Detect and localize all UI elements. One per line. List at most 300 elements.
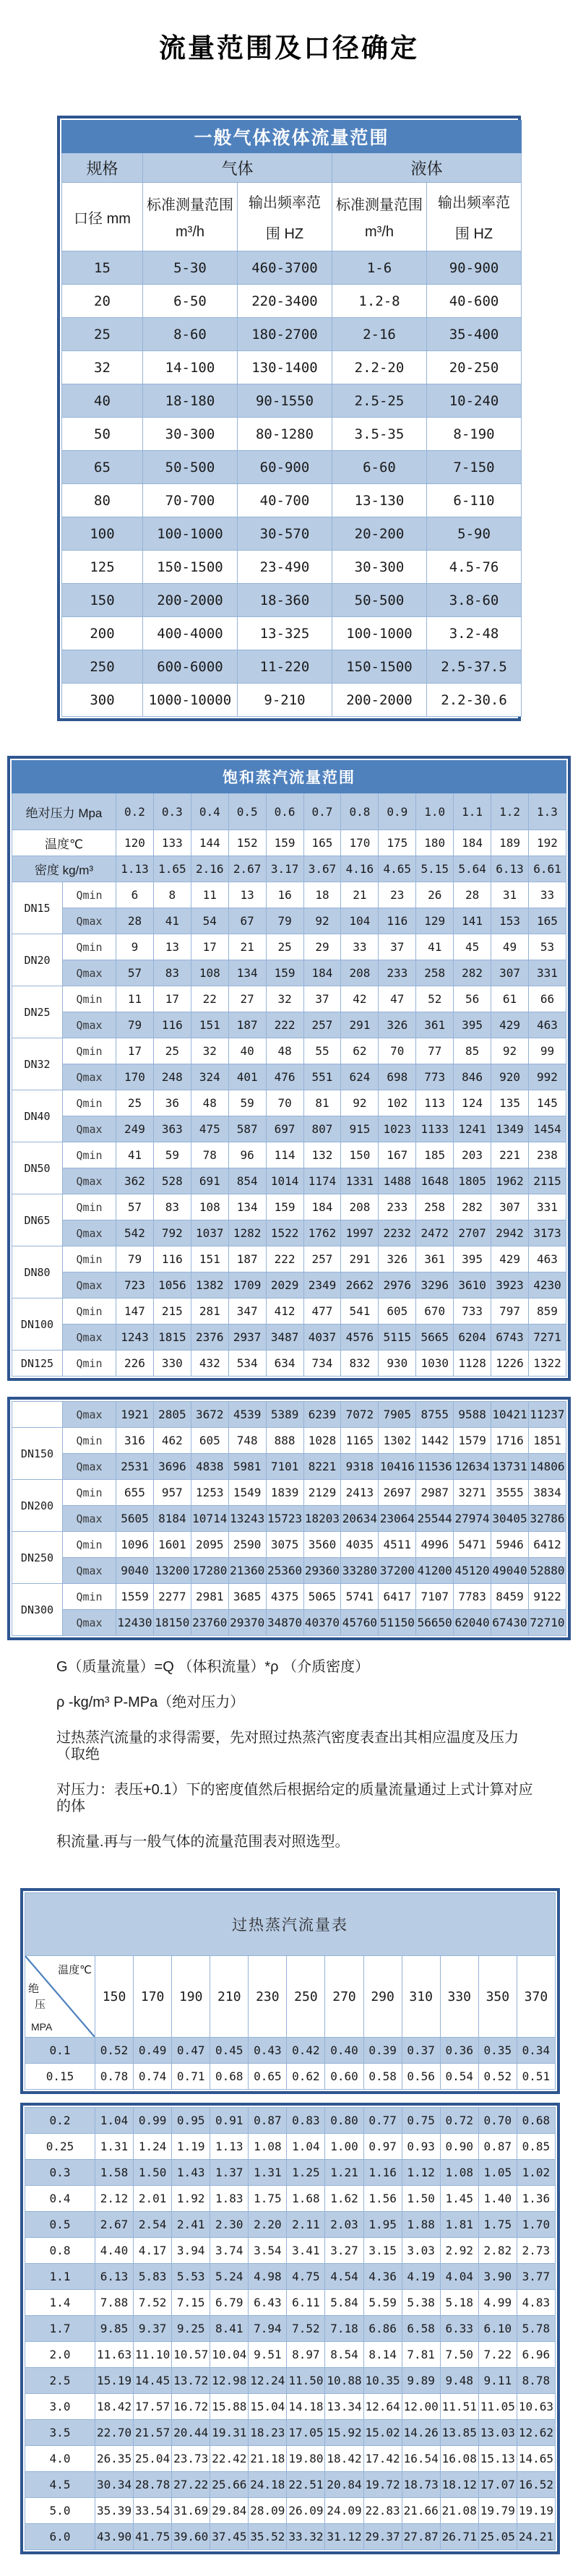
cell: 1.00 <box>325 2134 363 2160</box>
cell: 20.84 <box>325 2472 363 2498</box>
cell: 859 <box>528 1298 566 1324</box>
cell: 3.2-48 <box>427 617 522 650</box>
cell: 0.39 <box>363 2038 402 2064</box>
dn-label: DN15 <box>12 882 63 934</box>
cell: 15.19 <box>95 2368 134 2394</box>
cell: 957 <box>153 1480 191 1506</box>
cell: 4.98 <box>249 2264 287 2290</box>
table-row <box>25 2446 556 2472</box>
col-liquid: 液体 <box>332 153 522 183</box>
cell: 22.83 <box>363 2498 402 2524</box>
cell: 151 <box>191 1012 228 1038</box>
pressure-label: 0.2 <box>25 2108 95 2134</box>
cell: 1.43 <box>172 2160 210 2186</box>
table-row <box>25 2472 556 2498</box>
cell: 226 <box>116 1351 154 1377</box>
cell: 79 <box>116 1246 154 1272</box>
cell: 10.88 <box>325 2368 363 2394</box>
cell: 29360 <box>303 1558 341 1584</box>
cell: 12.64 <box>363 2394 402 2420</box>
table-row <box>12 1064 566 1090</box>
cell: 2981 <box>191 1584 228 1610</box>
cell: 32 <box>191 1038 228 1064</box>
cell: 9-210 <box>238 684 332 717</box>
cell: 1056 <box>153 1272 191 1298</box>
row-label: 温度℃ <box>12 830 116 856</box>
corner-pressure-label: 压 <box>35 1999 46 2011</box>
cell: 2707 <box>454 1220 491 1246</box>
cell: 551 <box>303 1064 341 1090</box>
cell: 26 <box>416 882 454 908</box>
cell: 10.63 <box>517 2394 555 2420</box>
cell: 429 <box>491 1246 529 1272</box>
cell: 748 <box>228 1428 266 1454</box>
cell: 8755 <box>416 1402 454 1428</box>
qmin-label: Qmin <box>63 1584 116 1610</box>
cell: 9040 <box>116 1558 154 1584</box>
cell: 463 <box>528 1012 566 1038</box>
cell: 29.84 <box>210 2498 249 2524</box>
cell: 50-500 <box>332 584 427 617</box>
cell: 7.22 <box>478 2342 517 2368</box>
cell: 0.52 <box>95 2038 134 2064</box>
cell: 52880 <box>528 1558 566 1584</box>
cell: 30-300 <box>143 418 238 451</box>
cell: 1.40 <box>478 2186 517 2212</box>
cell: 220-3400 <box>238 285 332 318</box>
cell: 0.99 <box>134 2108 172 2134</box>
cell: 4576 <box>341 1324 379 1351</box>
cell: 12.00 <box>402 2394 440 2420</box>
cell: 1.2 <box>491 793 529 830</box>
cell: 2115 <box>528 1168 566 1194</box>
cell: 61 <box>491 986 529 1012</box>
pressure-label: 5.0 <box>25 2498 95 2524</box>
cell: 624 <box>341 1064 379 1090</box>
cell: 2976 <box>379 1272 416 1298</box>
table-row <box>12 908 566 934</box>
cell: 2.03 <box>325 2212 363 2238</box>
cell: 10.04 <box>210 2342 249 2368</box>
qmax-label: Qmax <box>63 1272 116 1298</box>
cell: 18.42 <box>95 2394 134 2420</box>
cell: 238 <box>528 1142 566 1168</box>
table-row <box>12 1116 566 1142</box>
cell: 5.15 <box>416 856 454 882</box>
cell: 150 <box>62 584 143 617</box>
cell: 7.81 <box>402 2342 440 2368</box>
cell: 5665 <box>416 1324 454 1351</box>
cell: 1921 <box>116 1402 154 1428</box>
cell: 1382 <box>191 1272 228 1298</box>
cell: 18 <box>303 882 341 908</box>
cell: 1128 <box>454 1351 491 1377</box>
cell: 189 <box>491 830 529 856</box>
cell: 159 <box>266 960 303 986</box>
cell: 0.45 <box>210 2038 249 2064</box>
cell: 42 <box>341 986 379 1012</box>
cell: 1.21 <box>325 2160 363 2186</box>
cell: 20.44 <box>172 2420 210 2446</box>
cell: 15723 <box>266 1506 303 1532</box>
cell: 62040 <box>454 1610 491 1636</box>
qmin-label: Qmin <box>63 1298 116 1324</box>
cell: 0.47 <box>172 2038 210 2064</box>
cell: 116 <box>153 1012 191 1038</box>
cell: 5.18 <box>440 2290 478 2316</box>
cell: 6-110 <box>427 484 522 517</box>
note-units: ρ -kg/m³ P-MPa（绝对压力） <box>56 1694 245 1710</box>
cell: 27.87 <box>402 2524 440 2550</box>
cell: 19.80 <box>287 2446 325 2472</box>
cell: 5946 <box>491 1532 529 1558</box>
cell: 2.12 <box>95 2186 134 2212</box>
cell: 14806 <box>528 1454 566 1480</box>
cell: 180 <box>416 830 454 856</box>
cell: 6-50 <box>143 285 238 318</box>
cell: 0.87 <box>478 2134 517 2160</box>
cell: 187 <box>228 1246 266 1272</box>
cell: 57 <box>116 1194 154 1220</box>
cell: 257 <box>303 1012 341 1038</box>
cell: 18.23 <box>249 2420 287 2446</box>
cell: 12.24 <box>249 2368 287 2394</box>
cell: 3.5-35 <box>332 418 427 451</box>
cell: 3.15 <box>363 2238 402 2264</box>
cell: 31.69 <box>172 2498 210 2524</box>
cell: 1851 <box>528 1428 566 1454</box>
qmin-label: Qmin <box>63 1142 116 1168</box>
cell: 0.93 <box>402 2134 440 2160</box>
cell: 17.57 <box>134 2394 172 2420</box>
cell: 0.7 <box>303 793 341 830</box>
cell: 1.45 <box>440 2186 478 2212</box>
cell: 0.95 <box>172 2108 210 2134</box>
cell: 395 <box>454 1012 491 1038</box>
cell: 2.5-25 <box>332 384 427 418</box>
dn-label: DN40 <box>12 1090 63 1142</box>
cell: 31.12 <box>325 2524 363 2550</box>
cell: 1096 <box>116 1532 154 1558</box>
temp-header-cell: 230 <box>249 1956 287 2038</box>
cell: 130-1400 <box>238 351 332 384</box>
cell: 5.53 <box>172 2264 210 2290</box>
cell: 0.3 <box>153 793 191 830</box>
cell: 21 <box>341 882 379 908</box>
cell: 3487 <box>266 1324 303 1351</box>
cell: 281 <box>191 1298 228 1324</box>
cell: 150-1500 <box>143 551 238 584</box>
qmax-label: Qmax <box>63 1012 116 1038</box>
cell: 170 <box>116 1064 154 1090</box>
cell: 8-190 <box>427 418 522 451</box>
cell: 29 <box>303 934 341 960</box>
cell: 17.07 <box>478 2472 517 2498</box>
cell: 2.2-20 <box>332 351 427 384</box>
cell: 1579 <box>454 1428 491 1454</box>
label-line: m³/h <box>176 224 204 240</box>
cell: 83 <box>153 960 191 986</box>
cell: 2.5-37.5 <box>427 650 522 684</box>
table-row <box>12 1324 566 1351</box>
cell: 208 <box>341 1194 379 1220</box>
col-gas: 气体 <box>143 153 332 183</box>
cell: 920 <box>491 1064 529 1090</box>
dn-label: DN50 <box>12 1142 63 1194</box>
cell: 1.1 <box>454 793 491 830</box>
cell: 0.58 <box>363 2064 402 2090</box>
saturated-steam-table <box>7 756 571 1381</box>
cell: 6.86 <box>363 2316 402 2342</box>
cell: 8.54 <box>325 2342 363 2368</box>
cell: 14.18 <box>287 2394 325 2420</box>
cell: 1.37 <box>210 2160 249 2186</box>
cell: 185 <box>416 1142 454 1168</box>
cell: 0.74 <box>134 2064 172 2090</box>
cell: 7-150 <box>427 451 522 484</box>
table-row <box>12 1194 566 1220</box>
cell: 19.19 <box>517 2498 555 2524</box>
corner-temp-label: 温度℃ <box>58 1964 92 1976</box>
cell: 9.85 <box>95 2316 134 2342</box>
cell: 12.98 <box>210 2368 249 2394</box>
cell: 307 <box>491 1194 529 1220</box>
cell: 2-16 <box>332 318 427 351</box>
temp-header-cell: 190 <box>172 1956 210 2038</box>
cell: 90-900 <box>427 251 522 285</box>
cell: 1648 <box>416 1168 454 1194</box>
cell: 66 <box>528 986 566 1012</box>
cell: 222 <box>266 1012 303 1038</box>
cell: 0.34 <box>517 2038 555 2064</box>
cell: 30-300 <box>332 551 427 584</box>
cell: 992 <box>528 1064 566 1090</box>
cell: 27.22 <box>172 2472 210 2498</box>
cell: 1815 <box>153 1324 191 1351</box>
cell: 192 <box>528 830 566 856</box>
cell: 13731 <box>491 1454 529 1480</box>
pressure-label: 4.0 <box>25 2446 95 2472</box>
cell: 733 <box>454 1298 491 1324</box>
table-row <box>25 2238 556 2264</box>
table-row <box>12 1351 566 1377</box>
cell: 429 <box>491 1012 529 1038</box>
cell: 2531 <box>116 1454 154 1480</box>
cell: 1.83 <box>210 2186 249 2212</box>
cell: 45760 <box>341 1610 379 1636</box>
cell: 6.43 <box>249 2290 287 2316</box>
cell: 4.40 <box>95 2238 134 2264</box>
temp-header-cell: 330 <box>440 1956 478 2038</box>
pressure-label: 0.1 <box>25 2038 95 2064</box>
cell: 13243 <box>228 1506 266 1532</box>
cell: 1.24 <box>134 2134 172 2160</box>
cell: 0.35 <box>478 2038 517 2064</box>
col-gas-range <box>143 183 238 251</box>
cell: 300 <box>62 684 143 717</box>
cell: 1762 <box>303 1220 341 1246</box>
cell: 18150 <box>153 1610 191 1636</box>
cell: 23760 <box>191 1610 228 1636</box>
cell: 17 <box>191 934 228 960</box>
cell: 4.17 <box>134 2238 172 2264</box>
cell: 0.75 <box>402 2108 440 2134</box>
cell: 39.60 <box>172 2524 210 2550</box>
cell: 1716 <box>491 1428 529 1454</box>
label-line: 围 HZ <box>265 226 304 242</box>
table-row <box>62 650 522 684</box>
cell: 2.73 <box>517 2238 555 2264</box>
dn-label: DN125 <box>12 1351 63 1377</box>
qmin-label: Qmin <box>63 934 116 960</box>
cell: 116 <box>153 1246 191 1272</box>
pressure-label: 0.15 <box>25 2064 95 2090</box>
cell: 6 <box>116 882 154 908</box>
cell: 78 <box>191 1142 228 1168</box>
pressure-label: 1.4 <box>25 2290 95 2316</box>
cell: 0.40 <box>325 2038 363 2064</box>
cell: 248 <box>153 1064 191 1090</box>
cell: 102 <box>379 1090 416 1116</box>
cell: 25.05 <box>478 2524 517 2550</box>
cell: 347 <box>228 1298 266 1324</box>
cell: 4539 <box>228 1402 266 1428</box>
cell: 2.67 <box>95 2212 134 2238</box>
cell: 11536 <box>416 1454 454 1480</box>
cell: 2.41 <box>172 2212 210 2238</box>
cell: 159 <box>266 830 303 856</box>
table-row <box>12 1038 566 1064</box>
table-row <box>12 1454 566 1480</box>
cell: 85 <box>454 1038 491 1064</box>
qmin-label: Qmin <box>63 986 116 1012</box>
superheated-steam-table-continued <box>20 2103 560 2554</box>
cell: 67 <box>228 908 266 934</box>
cell: 655 <box>116 1480 154 1506</box>
cell: 23064 <box>379 1506 416 1532</box>
cell: 45 <box>454 934 491 960</box>
table-row <box>25 2368 556 2394</box>
cell: 0.70 <box>478 2108 517 2134</box>
cell: 5389 <box>266 1402 303 1428</box>
table-row <box>12 1402 566 1428</box>
cell: 25 <box>116 1090 154 1116</box>
cell: 29370 <box>228 1610 266 1636</box>
cell: 35-400 <box>427 318 522 351</box>
table-row <box>62 684 522 717</box>
cell: 587 <box>228 1116 266 1142</box>
cell: 13-130 <box>332 484 427 517</box>
cell: 3834 <box>528 1480 566 1506</box>
cell: 52 <box>416 986 454 1012</box>
cell: 167 <box>379 1142 416 1168</box>
cell: 0.97 <box>363 2134 402 2160</box>
temp-header-cell: 290 <box>363 1956 402 2038</box>
cell: 3.54 <box>249 2238 287 2264</box>
label-line: 输出频率范 <box>438 195 511 211</box>
qmin-label: Qmin <box>63 1428 116 1454</box>
cell: 33280 <box>341 1558 379 1584</box>
cell: 92 <box>303 908 341 934</box>
cell: 0.49 <box>134 2038 172 2064</box>
table-row <box>62 451 522 484</box>
table-row <box>12 1246 566 1272</box>
table-row <box>12 1012 566 1038</box>
cell: 15 <box>62 251 143 285</box>
cell: 25.66 <box>210 2472 249 2498</box>
cell: 2.2-30.6 <box>427 684 522 717</box>
cell: 11.50 <box>287 2368 325 2394</box>
cell: 0.87 <box>249 2108 287 2134</box>
cell: 4.65 <box>379 856 416 882</box>
cell: 56 <box>454 986 491 1012</box>
cell: 4.99 <box>478 2290 517 2316</box>
cell: 19.72 <box>363 2472 402 2498</box>
cell: 307 <box>491 960 529 986</box>
cell: 1282 <box>228 1220 266 1246</box>
cell: 67430 <box>491 1610 529 1636</box>
cell: 1.31 <box>95 2134 134 2160</box>
cell: 51150 <box>379 1610 416 1636</box>
cell: 12634 <box>454 1454 491 1480</box>
cell: 48 <box>191 1090 228 1116</box>
cell: 147 <box>116 1298 154 1324</box>
cell: 170 <box>341 830 379 856</box>
qmin-label: Qmin <box>63 1532 116 1558</box>
cell: 17 <box>116 1038 154 1064</box>
cell: 6204 <box>454 1324 491 1351</box>
cell: 2937 <box>228 1324 266 1351</box>
cell: 1.2-8 <box>332 285 427 318</box>
cell: 114 <box>266 1142 303 1168</box>
cell: 1.04 <box>287 2134 325 2160</box>
cell: 4.83 <box>517 2290 555 2316</box>
cell: 2.20 <box>249 2212 287 2238</box>
cell: 6239 <box>303 1402 341 1428</box>
cell: 316 <box>116 1428 154 1454</box>
cell: 37.45 <box>210 2524 249 2550</box>
qmin-label: Qmin <box>63 1038 116 1064</box>
cell: 113 <box>416 1090 454 1116</box>
cell: 16.08 <box>440 2446 478 2472</box>
cell: 108 <box>191 960 228 986</box>
cell: 3.67 <box>303 856 341 882</box>
table-row <box>12 960 566 986</box>
cell: 6.33 <box>440 2316 478 2342</box>
pressure-label: 1.7 <box>25 2316 95 2342</box>
cell: 1522 <box>266 1220 303 1246</box>
cell: 9.89 <box>402 2368 440 2394</box>
cell: 734 <box>303 1351 341 1377</box>
cell: 11 <box>191 882 228 908</box>
col-spec: 规格 <box>62 153 143 183</box>
cell: 1805 <box>454 1168 491 1194</box>
cell: 0.77 <box>363 2108 402 2134</box>
qmax-label: Qmax <box>63 1064 116 1090</box>
cell: 0.56 <box>402 2064 440 2090</box>
group-header-row <box>62 153 522 183</box>
cell: 1.68 <box>287 2186 325 2212</box>
table-row <box>62 418 522 451</box>
temp-header-cell: 150 <box>95 1956 134 2038</box>
cell: 7107 <box>416 1584 454 1610</box>
cell: 1.19 <box>172 2134 210 2160</box>
cell: 1.04 <box>95 2108 134 2134</box>
cell: 1.56 <box>363 2186 402 2212</box>
cell: 26.09 <box>287 2498 325 2524</box>
cell: 846 <box>454 1064 491 1090</box>
cell: 15.13 <box>478 2446 517 2472</box>
